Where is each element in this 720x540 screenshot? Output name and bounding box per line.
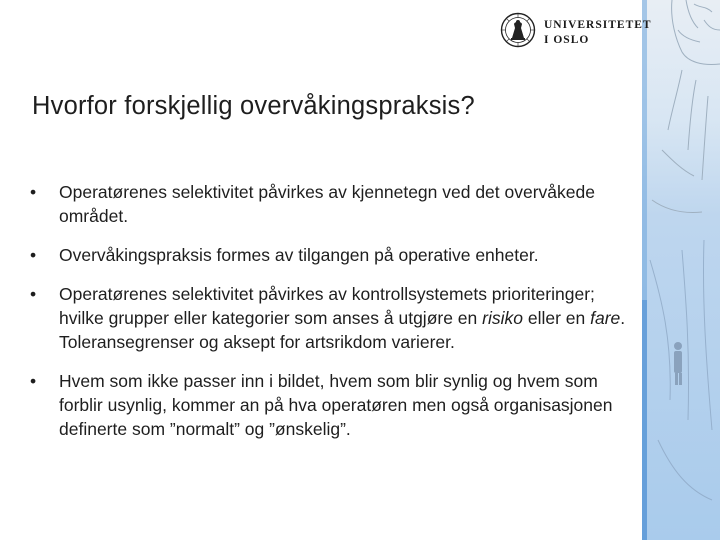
bullet-dot: •	[30, 245, 37, 265]
bullet-dot: •	[30, 371, 37, 391]
bullet-text	[59, 284, 625, 352]
bullet-list	[30, 180, 630, 456]
bullet-item	[30, 369, 630, 441]
university-name-line1: UNIVERSITETET	[544, 19, 652, 31]
bullet-text: Operatørenes selektivitet påvirkes av kjennetegn ved det overvåkede området.	[59, 182, 595, 226]
bullet-item	[30, 243, 630, 267]
bullet-text-segment: . Toleransegrenser og aksept for artsrikdom varierer.	[59, 308, 626, 352]
bullet-item	[30, 282, 630, 354]
bullet-text-segment: eller en	[522, 308, 591, 328]
university-logo	[500, 12, 652, 52]
bullet-emphasis-fare: fare	[590, 308, 621, 328]
bullet-emphasis-risiko: risiko	[482, 308, 523, 328]
slide-title: Hvorfor forskjellig overvåkingspraksis?	[32, 92, 475, 120]
bullet-text: Overvåkingspraksis formes av tilgangen på operative enheter.	[59, 245, 539, 265]
university-name-line2: I OSLO	[544, 34, 590, 46]
bullet-text: Hvem som ikke passer inn i bildet, hvem som blir synlig og hvem som forblir usynlig, kommer an på hva operatøren men også organisasjonen definerte som ”normalt” og ”ønskelig”.	[59, 371, 613, 439]
university-name	[544, 18, 652, 48]
bullet-text-segment: Operatørenes selektivitet påvirkes av kontrollsystemets prioriteringer; hvilke grupper eller kategorier som anses å utgjøre en	[59, 284, 595, 328]
bullet-dot: •	[30, 182, 37, 202]
university-seal-icon	[500, 12, 536, 48]
statue-illustration	[642, 0, 720, 540]
decorative-side-panel	[642, 0, 720, 540]
bullet-item	[30, 180, 630, 228]
bullet-dot: •	[30, 284, 37, 304]
